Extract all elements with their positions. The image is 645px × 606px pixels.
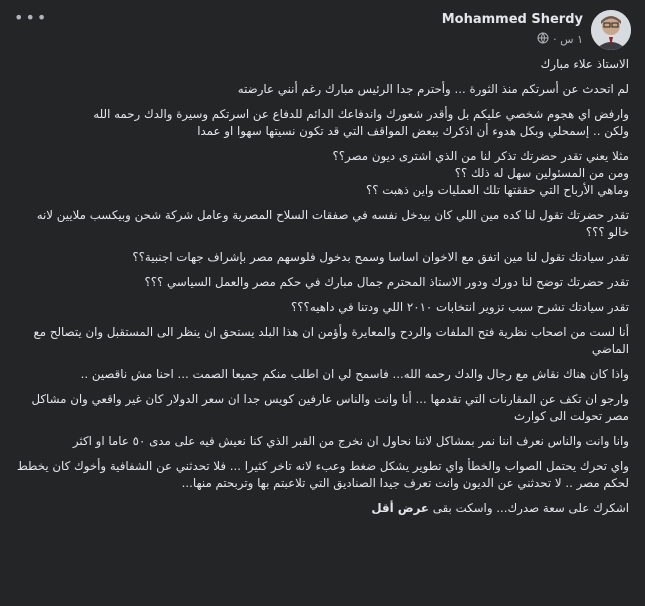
post-text-line: الاستاذ علاء مبارك: [540, 57, 629, 71]
post-paragraph: [16, 106, 629, 140]
post-text-line: لم اتحدث عن أسرتكم منذ الثورة ... وأحترم جدا الرئيس مبارك رغم أنني عارضته: [237, 82, 629, 96]
more-options-icon[interactable]: •••: [14, 8, 49, 27]
closing-line: [16, 500, 629, 517]
closing-text: اشكرك على سعة صدرك... واسكت بقى: [432, 501, 629, 515]
post-paragraph: [16, 433, 629, 450]
post-text-line: وانا وانت والناس نعرف اننا نمر بمشاكل لاننا نحاول ان نخرج من القبر الذي كنا نعيش فيه على مدى ٥٠ عاما او اكثر: [72, 434, 629, 448]
post-time[interactable]: ١ س ·: [553, 33, 583, 46]
post-text-line: تقدر حضرتك تقول لنا كده مين اللي كان بيدخل نفسه في صفقات السلاح المصرية وعامل شركة شحن وبيكسب ملايين لانه خالو ؟؟؟: [36, 208, 629, 239]
post-text-line: تقدر سيادتك تقول لنا مين اتفق مع الاخوان اساسا وسمح بدخول فلوسهم مصر بإشراف جهات اجنبية؟؟: [132, 250, 629, 264]
post-text-line: أنا لست من اصحاب نظرية فتح الملفات والردح والمعايرة وأؤمن ان هذا البلد يستحق ان ينظر الى المستقبل وان يتصالح مع الماضي: [33, 325, 629, 356]
post-paragraph: [16, 391, 629, 425]
post-paragraph: [16, 81, 629, 98]
post-text-line: وماهي الأرباح التي حققتها تلك العمليات واين ذهبت ؟؟: [366, 183, 629, 197]
post-paragraph: [16, 207, 629, 241]
post-text-line: وارجو ان تكف عن المقارنات التي تقدمها ... أنا وانت والناس عارفين كويس جدا ان سعر الدولار كان غير واقعي وان مشاكل مصر تحولت الى كوارث: [31, 392, 629, 423]
post-text-line: واي تحرك يحتمل الصواب والخطأ واي تطوير يشكل ضغط وعبء لانه تاخر كثيرا ... فلا تحدثني عن الشفافية وأخوك كان يخطط لحكم مصر .. لا تحدثني عن الديون وانت تعرف جيدا الصناديق التي تلاعبتم بها وتربحتم منها...: [16, 459, 629, 490]
post-paragraph: [16, 274, 629, 291]
post-text-line: مثلا يعني تقدر حضرتك تذكر لنا من الذي اشترى ديون مصر؟؟: [332, 149, 629, 163]
avatar[interactable]: [591, 10, 631, 50]
post-paragraphs: [16, 56, 629, 492]
post-paragraph: [16, 56, 629, 73]
post-text-line: تقدر حضرتك توضح لنا دورك ودور الاستاذ المحترم جمال مبارك في حكم مصر والعمل السياسي ؟؟؟: [144, 275, 629, 289]
post-paragraph: [16, 249, 629, 266]
post-paragraph: [16, 366, 629, 383]
post-text-line: ومن من المسئولين سهل له ذلك ؟؟: [454, 166, 629, 180]
post-paragraph: [16, 458, 629, 492]
see-less-link[interactable]: عرض أقل: [371, 501, 429, 515]
post-meta: [537, 32, 583, 47]
post-text-line: تقدر سيادتك تشرح سبب تزوير انتخابات ٢٠١٠ اللي ودتنا في داهيه؟؟؟: [291, 300, 629, 314]
post-paragraph: [16, 324, 629, 358]
post-text-line: واذا كان هناك نقاش مع رجال والدك رحمه الله... فاسمح لي ان اطلب منكم جميعا الصمت ... احنا مش ناقصين ..: [80, 367, 629, 381]
post-body: [16, 56, 629, 525]
post-text-line: وارفض اي هجوم شخصي عليكم بل وأقدر شعورك واندفاعك الدائم للدفاع عن اسرتكم وسيرة والدك رحمه الله: [93, 107, 629, 121]
post-paragraph: [16, 148, 629, 199]
globe-icon[interactable]: [537, 32, 549, 47]
post-text-line: ولكن .. إسمحلي وبكل هدوء أن اذكرك ببعض المواقف التي قد تكون نسيتها سهوا او عمدا: [197, 124, 629, 138]
author-name[interactable]: Mohammed Sherdy: [441, 12, 583, 27]
post-paragraph: [16, 299, 629, 316]
